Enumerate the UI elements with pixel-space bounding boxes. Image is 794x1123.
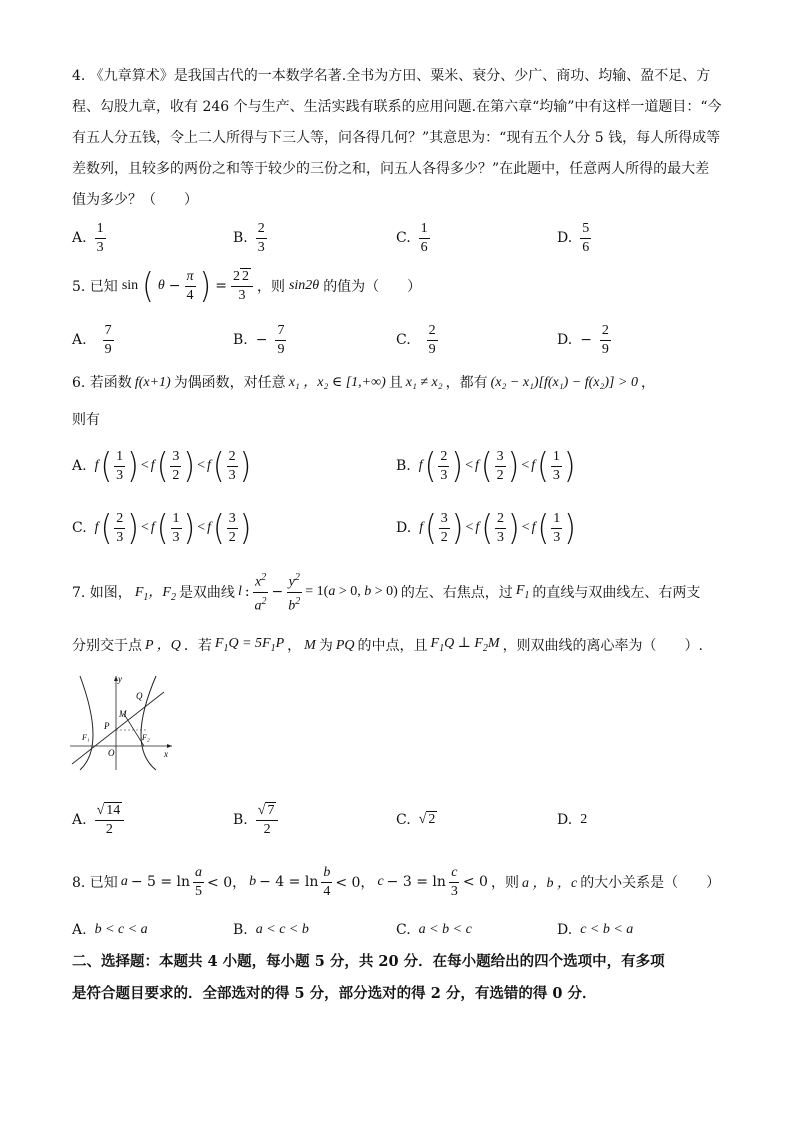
q8-option-c[interactable]: C. a < b < c (396, 922, 472, 938)
label-p: P (104, 721, 110, 731)
label-o: O (108, 748, 115, 758)
q4-option-b[interactable]: B. $\frac{2}{3}$ (233, 220, 265, 255)
hyperbola-right-branch (141, 676, 156, 770)
q5-option-a[interactable]: A. $\frac{7}{9}$ (72, 322, 112, 357)
section-2-line-2: 是符合题目要求的．全部选对的得 5 分，部分选对的得 2 分，有选错的得 0 分． (72, 985, 597, 1002)
q7-option-b[interactable]: B. $\frac{√ 7}{2}$ (233, 800, 278, 840)
q6-option-d[interactable]: D. f ( $\frac{3}{2}$ ) < f ( $\frac{2}{3}$ ) < f ( $\frac{1}{3}$ ) (396, 507, 576, 549)
section-2-line-1: 二、选择题：本题共 4 小题，每小题 5 分，共 20 分．在每小题给出的四个选项中，有多项 (72, 953, 665, 970)
label-f1: F₁ (82, 733, 90, 742)
q6-line-2: 则有 (72, 412, 100, 428)
line-f1pq (72, 692, 164, 764)
q7-option-a[interactable]: A. $\frac{√ 14}{2}$ (72, 800, 124, 840)
q7-line-2: 分别交于点 P ，Q ．若 $F_1Q = 5F_1P$ ， M 为 PQ 的中点，且 $F_1Q$ ⊥ $F_2M$ ，则双曲线的离心率为（ ）. (72, 636, 704, 655)
hyperbola-figure (68, 672, 174, 772)
q4-line-4: 差数列，且较多的两份之和等于较少的三份之和，问五人各得多少？”在此题中，任意两人所得的最大差 (72, 161, 710, 177)
q4-option-d[interactable]: D. $\frac{5}{6}$ (557, 220, 590, 255)
q8-stem: 8. 已知 a − 5 = ln $\frac{a}{5}$ < 0， b − 4 = ln $\frac{b}{4}$ < 0， c − 3 = ln $\frac{c}{3}$ < 0 ，则 a ，b ，c 的大小关系是（ ） (72, 864, 721, 899)
q8-option-d[interactable]: D. c < b < a (557, 922, 634, 938)
sin-expression: sin (121, 278, 139, 293)
q5-option-b[interactable]: B. − $\frac{7}{9}$ (233, 322, 285, 357)
q4-line-3: 有五人分五钱，令上二人所得与下三人等，问各得几何？”其意思为：“现有五个人分 5 钱，每人所得成等 (72, 130, 721, 146)
q5-stem: 5. 已知 sin ( θ − $\frac{\pi}{4}$ ) = $\frac{2 2}{3}$ ，则 sin2θ 的值为（ ） (72, 265, 422, 307)
q6-option-c[interactable]: C. f ( $\frac{2}{3}$ ) < f ( $\frac{1}{3}$ ) < f ( $\frac{3}{2}$ ) (72, 507, 252, 549)
label-x: x (164, 749, 168, 759)
q4-line-5: 值为多少？（ ） (72, 192, 198, 208)
fraction: $\frac{1}{3}$ (96, 220, 104, 255)
label-f2: F₂ (142, 733, 150, 742)
label-q: Q (136, 691, 143, 701)
q4-option-a[interactable]: A. $\frac{1}{3}$ (72, 220, 104, 255)
q7-option-d[interactable]: D. 2 (557, 812, 588, 828)
q5-option-c[interactable]: C. $\frac{2}{9}$ (396, 322, 436, 357)
q8-option-a[interactable]: A. b < c < a (72, 922, 148, 938)
fraction: $\frac{2}{3}$ (257, 220, 265, 255)
label-m: M (119, 709, 127, 719)
label-y: y (118, 674, 122, 684)
fraction: $\frac{1}{6}$ (420, 220, 428, 255)
fraction: $\frac{5}{6}$ (582, 220, 590, 255)
q4-line-2: 程、勾股九章，收有 246 个与生产、生活实践有联系的应用问题.在第六章“均输”中有这样一道题目：“今 (72, 99, 722, 115)
q8-option-b[interactable]: B. a < c < b (233, 922, 309, 938)
q4-line-1: 4. 《九章算术》是我国古代的一本数学名著.全书为方田、粟米、衰分、少广、商功、均输、盈不足、方 (72, 68, 711, 84)
q7-option-c[interactable]: C. √ 2 (396, 812, 436, 828)
q6-option-a[interactable]: A. f ( $\frac{1}{3}$ ) < f ( $\frac{3}{2}$ ) < f ( $\frac{2}{3}$ ) (72, 445, 252, 487)
q6-stem: 6. 若函数 f(x+1) 为偶函数，对任意 x₁ ，x₂ ∈ [1,+∞) 且 x₁ ≠ x₂ ，都有 (x₂ − x₁)[f(x₁) − f(x₂)] > 0 ， (72, 375, 655, 391)
q5-option-d[interactable]: D. − $\frac{2}{9}$ (557, 322, 609, 357)
q7-line-1: 7. 如图， $F_1$，$F_2$ 是双曲线 l : $\frac{x^2}{a^2}$ − $\frac{y^2}{b^2}$ = 1(a > 0, b > 0) 的左、右焦点，过 $F_1$ 的直线与双曲线左、右两支 (72, 571, 701, 614)
q4-option-c[interactable]: C. $\frac{1}{6}$ (396, 220, 428, 255)
q6-option-b[interactable]: B. f ( $\frac{2}{3}$ ) < f ( $\frac{3}{2}$ ) < f ( $\frac{1}{3}$ ) (396, 445, 576, 487)
